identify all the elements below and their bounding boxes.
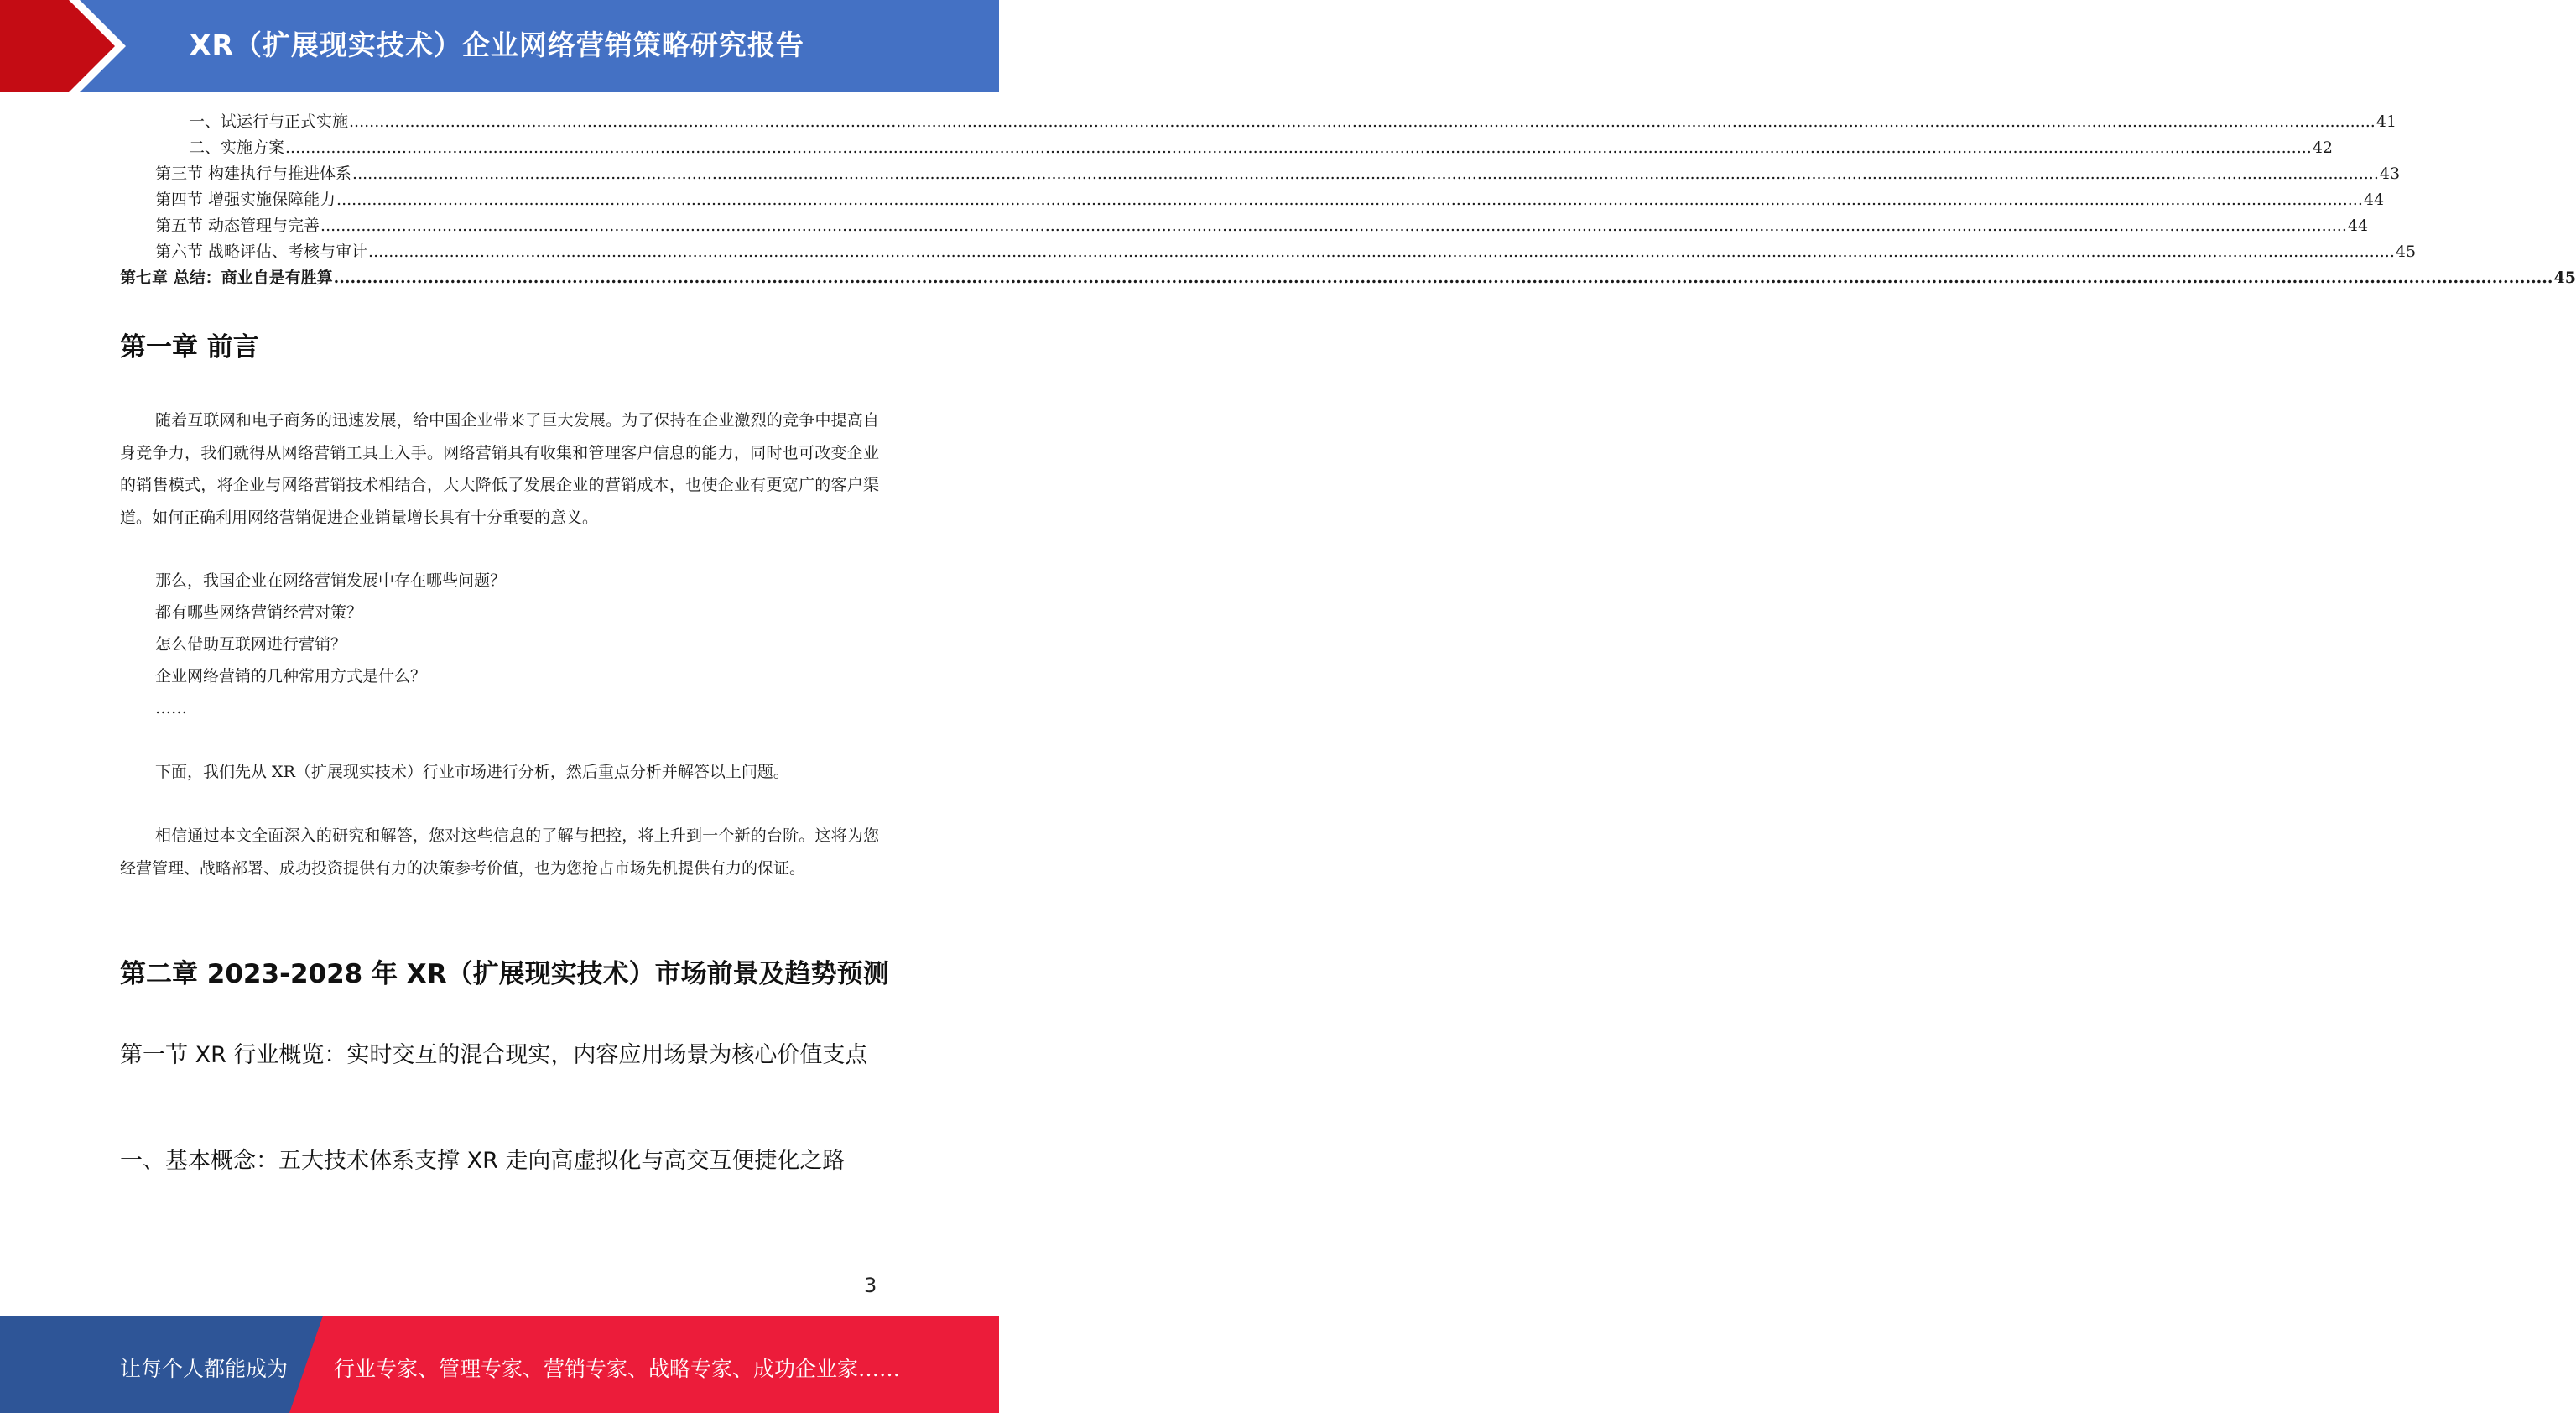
question-item: 企业网络营销的几种常用方式是什么？ (155, 667, 427, 686)
question-item: …… (155, 699, 187, 717)
section-one-heading: 第一节 XR 行业概览：实时交互的混合现实，内容应用场景为核心价值支点 (120, 1042, 868, 1068)
toc-entry-page: 45 (2553, 269, 2576, 287)
toc-entry-label: 一、试运行与正式实施 (189, 112, 349, 131)
conclusion-paragraph: 相信通过本文全面深入的研究和解答，您对这些信息的了解与把控，将上升到一个新的台阶。这将为您经营管理、战略部署、成功投资提供有力的决策参考价值，也为您抢占市场先机提供有力的保证。 (120, 826, 879, 878)
toc-entry-label: 第六节 战略评估、考核与审计 (155, 242, 368, 261)
page-number: 3 (864, 1274, 877, 1297)
toc-entry[interactable] (120, 161, 2401, 187)
toc-entry-page: 45 (2395, 242, 2417, 261)
toc-dot-leader: ................................................................................................................................................................................................................................................................................................................................................................................................................ (336, 190, 2363, 209)
toc-entry-page: 41 (2376, 112, 2397, 131)
toc-entry-page: 43 (2379, 164, 2401, 183)
report-title: XR（扩展现实技术）企业网络营销策略研究报告 (190, 29, 804, 61)
page-header (0, 0, 999, 92)
toc-entry[interactable] (120, 265, 2576, 291)
toc-entry[interactable] (120, 187, 2385, 213)
header-arrow-decoration (0, 0, 126, 92)
chapter-one-heading: 第一章 前言 (120, 332, 259, 362)
question-item: 怎么借助互联网进行营销？ (155, 635, 347, 654)
toc-dot-leader: ................................................................................................................................................................................................................................................................................................................................................................................................................ (368, 242, 2395, 261)
toc-entry[interactable] (120, 109, 2397, 135)
question-item: 都有哪些网络营销经营对策？ (155, 603, 363, 622)
toc-entry-label: 二、实施方案 (189, 138, 285, 157)
footer-slogan-left: 让每个人都能成为 (120, 1357, 289, 1381)
toc-dot-leader: ................................................................................................................................................................................................................................................................................................................................................................................................................ (333, 269, 2553, 287)
toc-entry[interactable] (120, 239, 2417, 265)
toc-entry-label: 第四节 增强实施保障能力 (155, 190, 336, 209)
question-item: 那么，我国企业在网络营销发展中存在哪些问题？ (155, 571, 507, 590)
toc-entry-page: 42 (2312, 138, 2334, 157)
page-footer (0, 1316, 999, 1413)
toc-entry-label: 第五节 动态管理与完善 (155, 216, 320, 235)
intro-paragraph: 随着互联网和电子商务的迅速发展，给中国企业带来了巨大发展。为了保持在企业激烈的竞争中提高自身竞争力，我们就得从网络营销工具上入手。网络营销具有收集和管理客户信息的能力，同时也可改变企业的销售模式，将企业与网络营销技术相结合，大大降低了发展企业的营销成本，也使企业有更宽广的客户渠道。如何正确利用网络营销促进企业销量增长具有十分重要的意义。 (120, 411, 879, 527)
toc-dot-leader: ................................................................................................................................................................................................................................................................................................................................................................................................................ (320, 216, 2347, 235)
analysis-paragraph: 下面，我们先从 XR（扩展现实技术）行业市场进行分析，然后重点分析并解答以上问题。 (155, 763, 789, 781)
subsection-one-heading: 一、基本概念：五大技术体系支撑 XR 走向高虚拟化与高交互便捷化之路 (120, 1148, 846, 1174)
toc-dot-leader: ................................................................................................................................................................................................................................................................................................................................................................................................................ (352, 164, 2379, 183)
toc-entry-label: 第三节 构建执行与推进体系 (155, 164, 352, 183)
toc-dot-leader: ................................................................................................................................................................................................................................................................................................................................................................................................................ (349, 112, 2376, 131)
chapter-two-heading: 第二章 2023-2028 年 XR（扩展现实技术）市场前景及趋势预测 (120, 959, 889, 989)
toc-entry-page: 44 (2347, 216, 2369, 235)
table-of-contents (120, 109, 2576, 291)
toc-entry-label: 第七章 总结：商业自是有胜算 (120, 269, 333, 287)
footer-slogan-right: 行业专家、管理专家、营销专家、战略专家、成功企业家…… (334, 1357, 901, 1381)
question-list (155, 565, 506, 724)
toc-dot-leader: ................................................................................................................................................................................................................................................................................................................................................................................................................ (285, 138, 2312, 157)
toc-entry-page: 44 (2363, 190, 2385, 209)
toc-entry[interactable] (120, 213, 2369, 239)
toc-entry[interactable] (120, 135, 2334, 161)
